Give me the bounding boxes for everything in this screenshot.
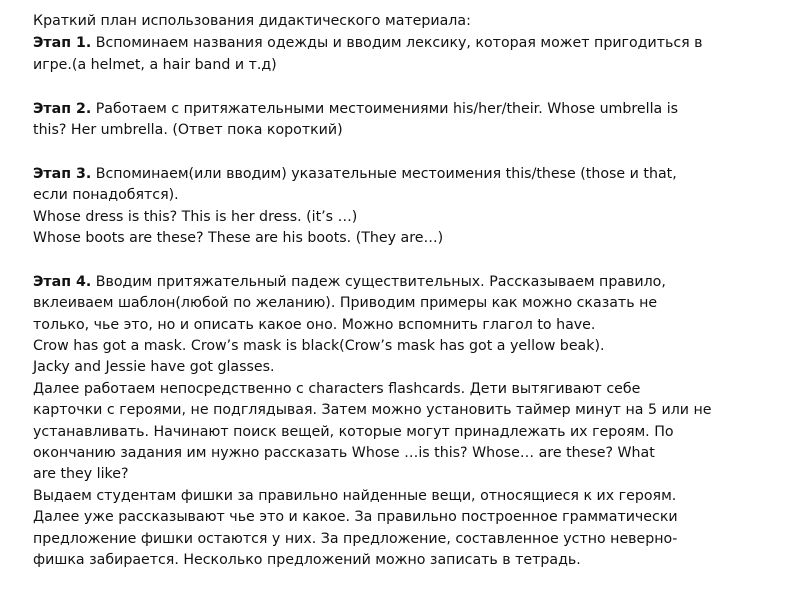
stage-3-line: если понадобятся). bbox=[33, 187, 179, 204]
stage-2-line: this? Her umbrella. (Ответ пока короткий) bbox=[33, 122, 343, 139]
stage-3-example: Whose boots are these? These are his boots. (They are…) bbox=[33, 230, 444, 247]
stage-4-line: Выдаем студентам фишки за правильно найденные вещи, относящиеся к их героям. bbox=[33, 487, 677, 504]
stage-4-line: Далее работаем непосредственно с characters flashcards. Дети вытягивают себе bbox=[33, 380, 641, 397]
stage-2-paragraph bbox=[33, 98, 789, 142]
stage-4-line: предложение фишки остаются у них. За предложение, составленное устно неверно- bbox=[33, 530, 678, 547]
stage-4-line: фишка забирается. Несколько предложений можно записать в тетрадь. bbox=[33, 552, 581, 569]
paragraph-spacer bbox=[33, 141, 789, 162]
stage-1-paragraph bbox=[33, 32, 789, 76]
stage-1-line: игре.(a helmet, a hair band и т.д) bbox=[33, 56, 277, 73]
stage-4-label: Этап 4. bbox=[33, 273, 92, 290]
document-body bbox=[33, 11, 789, 572]
stage-4-paragraph bbox=[33, 271, 789, 572]
stage-4-example: Crow has got a mask. Crow’s mask is black(Crow’s mask has got a yellow beak). bbox=[33, 338, 605, 355]
stage-4-line: Далее уже рассказывают чье это и какое. За правильно построенное грамматически bbox=[33, 509, 678, 526]
stage-3-label: Этап 3. bbox=[33, 165, 92, 182]
stage-4-line: Вводим притяжательный падеж существительных. Рассказываем правило, bbox=[91, 273, 666, 290]
stage-1-label: Этап 1. bbox=[33, 35, 92, 52]
stage-4-line: устанавливать. Начинают поиск вещей, которые могут принадлежать их героям. По bbox=[33, 423, 674, 440]
stage-1-line: Вспоминаем названия одежды и вводим лексику, которая может пригодиться в bbox=[91, 35, 703, 52]
stage-3-line: Вспоминаем(или вводим) указательные местоимения this/these (those и that, bbox=[91, 165, 677, 182]
paragraph-spacer bbox=[33, 249, 789, 270]
stage-4-line: карточки с героями, не подглядывая. Затем можно установить таймер минут на 5 или не bbox=[33, 402, 712, 419]
document-title: Краткий план использования дидактического материала: bbox=[33, 13, 471, 29]
stage-2-line: Работаем с притяжательными местоимениями his/her/their. Whose umbrella is bbox=[91, 100, 679, 117]
paragraph-spacer bbox=[33, 76, 789, 97]
stage-3-paragraph bbox=[33, 163, 789, 250]
stage-3-example: Whose dress is this? This is her dress. (it’s …) bbox=[33, 208, 358, 225]
stage-4-example: Jacky and Jessie have got glasses. bbox=[33, 359, 275, 376]
stage-4-line: только, чье это, но и описать какое оно. Можно вспомнить глагол to have. bbox=[33, 316, 596, 333]
stage-4-line: окончанию задания им нужно рассказать Whose …is this? Whose… are these? What bbox=[33, 445, 655, 462]
stage-2-label: Этап 2. bbox=[33, 100, 92, 117]
stage-4-line: вклеиваем шаблон(любой по желанию). Приводим примеры как можно сказать не bbox=[33, 295, 658, 312]
stage-4-line: are they like? bbox=[33, 466, 129, 483]
